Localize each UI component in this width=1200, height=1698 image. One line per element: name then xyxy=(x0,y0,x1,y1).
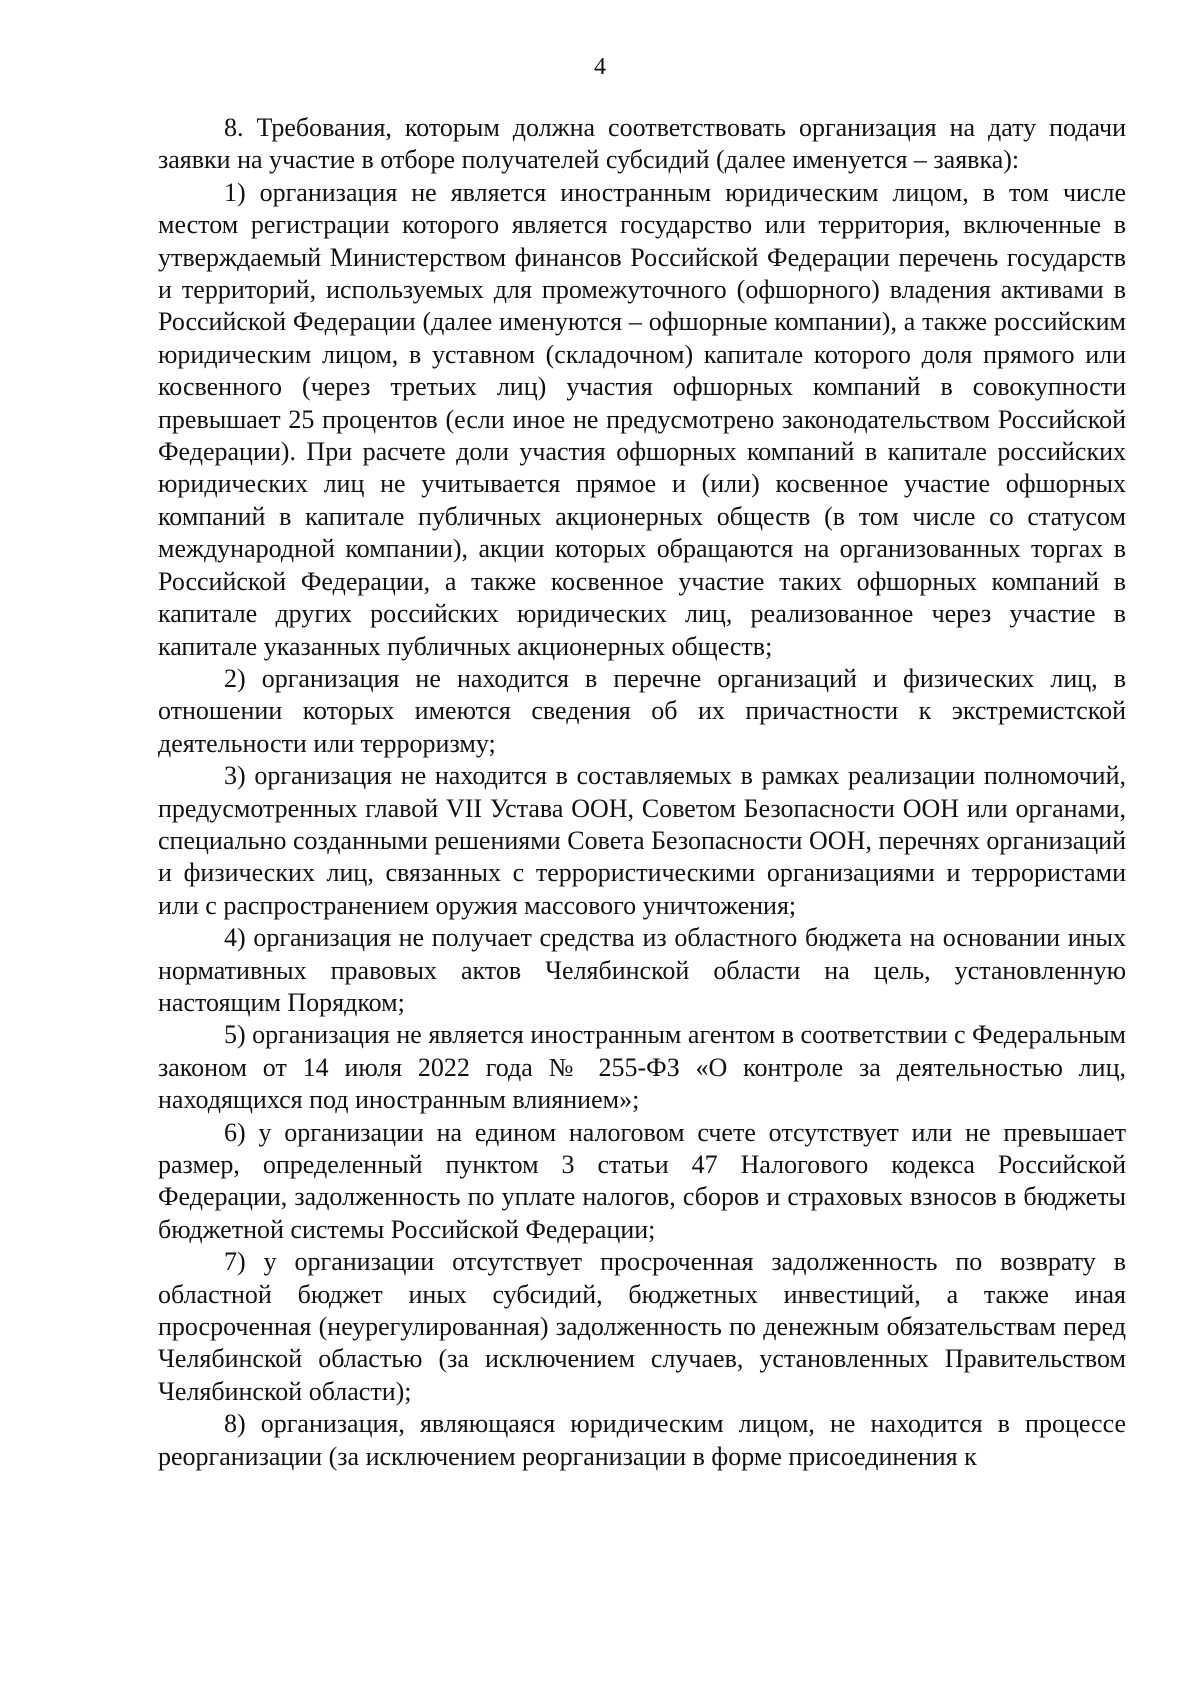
document-body xyxy=(158,112,1126,1473)
paragraph-item-4: 4) организация не получает средства из областного бюджета на основании иных нормативных правовых актов Челябинской области на цель, установленную настоящим Порядком; xyxy=(158,923,1126,1017)
paragraph-item-6: 6) у организации на едином налоговом счете отсутствует или не превышает размер, определенный пунктом 3 статьи 47 Налогового кодекса Российской Федерации, задолженность по уплате налогов, сборов и страховых взносов в бюджеты бюджетной системы Российской Федерации; xyxy=(158,1117,1126,1244)
paragraph-requirements-intro: 8. Требования, которым должна соответствовать организация на дату подачи заявки на участие в отборе получателей субсидий (далее именуется – заявка): xyxy=(158,113,1126,175)
paragraph-item-1: 1) организация не является иностранным юридическим лицом, в том числе местом регистрации которого является государство или территория, включенные в утверждаемый Министерством финансов Российской Федерации перечень государств и территорий, используемых для промежуточного (офшорного) владения активами в Российской Федерации (далее именуются – офшорные компании), а также российским юридическим лицом, в уставном (складочном) капитале которого доля прямого или косвенного (через третьих лиц) участия офшорных компаний в совокупности превышает 25 процентов (если иное не предусмотрено законодательством Российской Федерации). При расчете доли участия офшорных компаний в капитале российских юридических лиц не учитывается прямое и (или) косвенное участие офшорных компаний в капитале публичных акционерных обществ (в том числе со статусом международной компании), акции которых обращаются на организованных торгах в Российской Федерации, а также косвенное участие таких офшорных компаний в капитале других российских юридических лиц, реализованное через участие в капитале указанных публичных акционерных обществ; xyxy=(158,177,1126,661)
paragraph-item-8: 8) организация, являющаяся юридическим лицом, не находится в процессе реорганизации (за исключением реорганизации в форме присоединения к xyxy=(158,1409,1126,1471)
paragraph-item-5: 5) организация не является иностранным агентом в соответствии с Федеральным законом от 14 июля 2022 года № 255-ФЗ «О контроле за деятельностью лиц, находящихся под иностранным влиянием»; xyxy=(158,1020,1126,1115)
paragraph-item-7: 7) у организации отсутствует просроченная задолженность по возврату в областной бюджет иных субсидий, бюджетных инвестиций, а также иная просроченная (неурегулированная) задолженность по денежным обязательствам перед Челябинской областью (за исключением случаев, установленных Правительством Челябинской области); xyxy=(158,1247,1126,1406)
paragraph-item-3: 3) организация не находится в составляемых в рамках реализации полномочий, предусмотренных главой VII Устава ООН, Советом Безопасности ООН или органами, специально созданными решениями Совета Безопасности ООН, перечнях организаций и физических лиц, связанных с террористическими организациями и террористами или с распространением оружия массового уничтожения; xyxy=(158,761,1126,920)
page-number: 4 xyxy=(594,54,606,80)
paragraph-item-2: 2) организация не находится в перечне организаций и физических лиц, в отношении которых имеются сведения об их причастности к экстремистской деятельности или терроризму; xyxy=(158,663,1126,758)
